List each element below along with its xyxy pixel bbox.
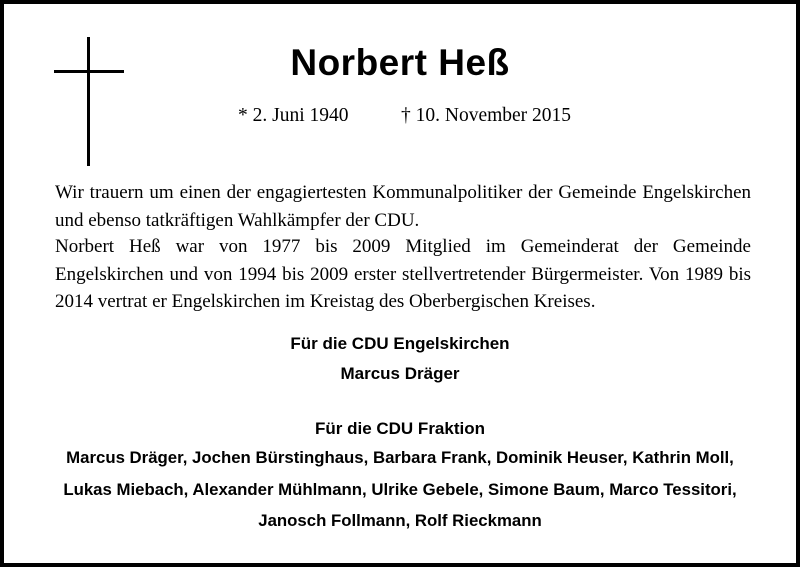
cdu-fraktion-heading: Für die CDU Fraktion xyxy=(314,419,485,438)
cdu-engelskirchen-heading: Für die CDU Engelskirchen xyxy=(290,334,510,353)
birth-date: * 2. Juni 1940 xyxy=(238,105,349,126)
death-date: † 10. November 2015 xyxy=(401,105,572,126)
cdu-engelskirchen-signatory: Marcus Dräger xyxy=(340,364,460,383)
fraktion-members-line: Lukas Miebach, Alexander Mühlmann, Ulrike Gebele, Simone Baum, Marco Tessitori, xyxy=(63,480,737,499)
deceased-name: Norbert Heß xyxy=(290,42,510,83)
tribute-paragraph: Wir trauern um einen der engagiertesten Kommunalpolitiker der Gemeinde Engelskirchen und ebenso tatkräftigen Wahlkämpfer der CDU. xyxy=(55,182,751,231)
fraktion-members-line: Janosch Follmann, Rolf Rieckmann xyxy=(258,511,542,530)
biography-paragraph: Norbert Heß war von 1977 bis 2009 Mitglied im Gemeinderat der Gemeinde Engelskirchen und von 1994 bis 2009 erster stellvertretender Bürgermeister. Von 1989 bis 2014 vertrat er Engelskirchen im Kreistag des Oberbergischen Kreises. xyxy=(55,236,751,312)
fraktion-members-line: Marcus Dräger, Jochen Bürstinghaus, Barbara Frank, Dominik Heuser, Kathrin Moll, xyxy=(66,448,734,467)
